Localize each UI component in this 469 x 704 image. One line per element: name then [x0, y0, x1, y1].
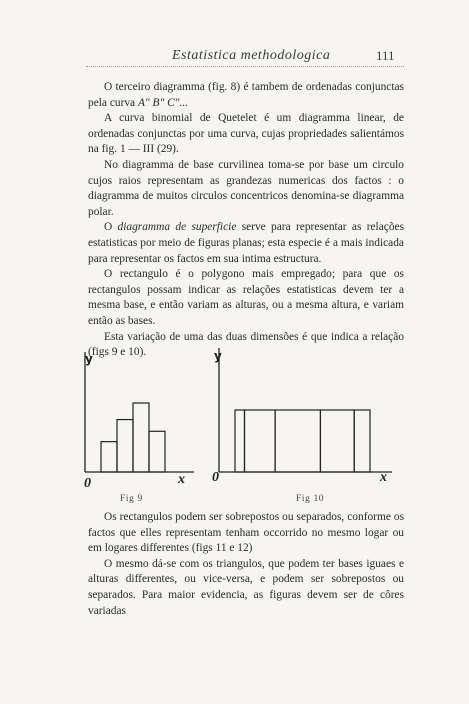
figure-10-rectangle	[354, 410, 370, 472]
figure-9-rectangle	[101, 442, 117, 472]
figure-caption: Fig 9	[120, 494, 143, 504]
curve-notation: A" B" C"...	[137, 96, 189, 109]
figure-9-rectangle	[133, 403, 149, 472]
running-head	[0, 48, 469, 68]
x-axis-label: x	[178, 472, 185, 487]
x-axis-label: x	[380, 470, 387, 485]
y-axis-label: y	[214, 349, 222, 363]
origin-label: 0	[212, 470, 219, 485]
paragraph: O mesmo dá-se com os triangulos, que podem ter bases iguaes e alturas differentes, ou vice-versa, e podem ser sobrepostos ou separados. Para maior evidencia, as figuras devem ser de côres variadas	[88, 557, 404, 617]
figure-10	[204, 348, 404, 510]
paragraph: Esta variação de uma das duas dimensões é que indica a relação (figs 9 e 10).	[88, 330, 404, 359]
figure-10-rectangle	[235, 410, 244, 472]
figure-caption: Fig 10	[296, 494, 325, 504]
figure-10-bars	[235, 410, 370, 472]
paragraph: O rectangulo é o polygono mais empregado; para que os rectangulos possam indicar as relações estatisticas devem ter a mesma base, e então variam as alturas, ou a mesma altura, e variam então as bases.	[88, 268, 404, 327]
figure-9-rectangle	[149, 431, 165, 472]
paragraph	[88, 80, 404, 111]
figure-10-rectangle	[275, 410, 320, 472]
paragraph-text: serve para representar as relações estatisticas por meio de figuras planas; esta especie é a mais indicada para representar os factos em sua intima estructura.	[88, 221, 405, 265]
italic-term: diagramma de superficie	[117, 221, 237, 234]
figure-10-diagram	[204, 348, 404, 490]
paragraph-text: O	[104, 221, 118, 234]
figure-9-diagram	[82, 348, 200, 490]
page-number: 111	[376, 48, 395, 63]
body-text-bottom	[88, 510, 404, 619]
paragraph: No diagramma de base curvilinea toma-se por base um circulo cujos raios representam as grandezas numericas dos factos : o diagramma de muitos circulos concentricos denomina-se diagramma polar.	[88, 158, 404, 218]
paragraph-text: O terceiro diagramma (fig. 8) é tambem de ordenadas conjunctas pela curva	[88, 81, 404, 109]
running-title: Estatistica methodologica	[172, 48, 331, 63]
paragraph	[88, 220, 404, 267]
figure-9-bars	[101, 403, 165, 472]
origin-label: 0	[84, 476, 91, 491]
figure-10-rectangle	[320, 410, 354, 472]
body-text-top	[88, 80, 404, 361]
figure-9-rectangle	[117, 420, 133, 472]
header-rule	[86, 66, 404, 67]
figure-10-rectangle	[244, 410, 275, 472]
paragraph: A curva binomial de Quetelet é um diagramma linear, de ordenadas conjunctas por uma curva, cujas propriedades salientámos na fig. 1 — III (29).	[88, 112, 404, 156]
figure-9	[82, 348, 200, 510]
y-axis-label: y	[85, 352, 93, 366]
paragraph: Os rectangulos podem ser sobrepostos ou separados, conforme os factos que elles representam tenham occorrido no mesmo logar ou em logares differentes (figs 11 e 12)	[88, 511, 404, 555]
